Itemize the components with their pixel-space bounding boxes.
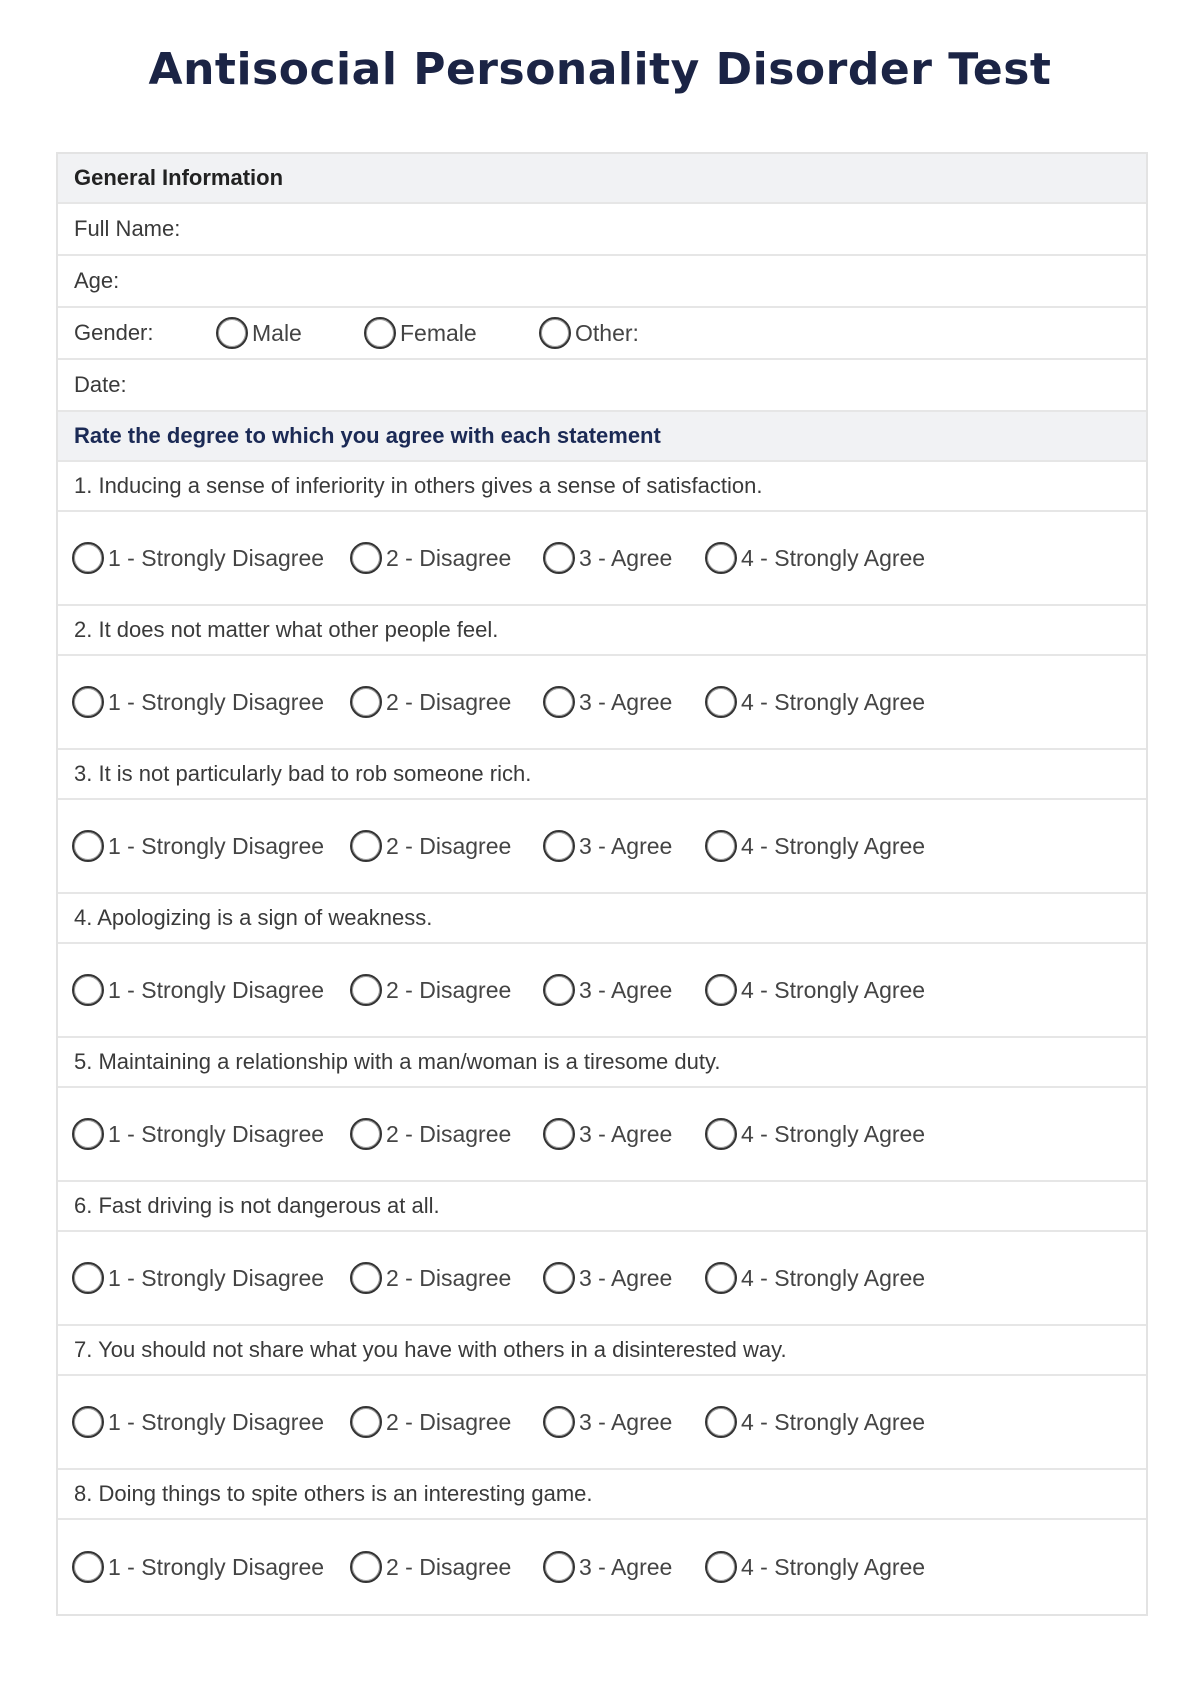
answer-option-1[interactable]	[72, 974, 350, 1006]
answer-option-3[interactable]	[543, 830, 705, 862]
answer-option-4[interactable]	[705, 1406, 925, 1438]
radio-icon[interactable]	[705, 1118, 737, 1150]
answer-option-label: 2 - Disagree	[386, 1553, 512, 1580]
answer-option-label: 1 - Strongly Disagree	[108, 832, 325, 859]
answer-options	[58, 944, 1146, 1038]
answer-option-label: 4 - Strongly Agree	[741, 1408, 926, 1435]
question-statement: 2. It does not matter what other people feel.	[58, 606, 1146, 656]
answer-option-label: 3 - Agree	[579, 544, 673, 571]
answer-option-label: 3 - Agree	[579, 976, 673, 1003]
radio-icon[interactable]	[705, 1551, 737, 1583]
answer-option-4[interactable]	[705, 686, 925, 718]
answer-option-label: 2 - Disagree	[386, 832, 512, 859]
answer-option-label: 1 - Strongly Disagree	[108, 1264, 325, 1291]
answer-option-4[interactable]	[705, 830, 925, 862]
question-statement: 3. It is not particularly bad to rob someone rich.	[58, 750, 1146, 800]
answer-option-label: 4 - Strongly Agree	[741, 1120, 926, 1147]
answer-option-label: 4 - Strongly Agree	[741, 688, 926, 715]
answer-option-3[interactable]	[543, 542, 705, 574]
gender-label: Gender:	[74, 320, 154, 345]
answer-option-label: 3 - Agree	[579, 1120, 673, 1147]
radio-icon[interactable]	[72, 974, 104, 1006]
answer-option-1[interactable]	[72, 542, 350, 574]
date-label: Date:	[74, 372, 127, 397]
answer-option-label: 3 - Agree	[579, 688, 673, 715]
radio-icon[interactable]	[705, 1406, 737, 1438]
answer-option-1[interactable]	[72, 686, 350, 718]
answer-option-3[interactable]	[543, 1262, 705, 1294]
radio-icon[interactable]	[72, 830, 104, 862]
answer-option-label: 3 - Agree	[579, 1553, 673, 1580]
radio-icon[interactable]	[72, 1551, 104, 1583]
answer-option-label: 4 - Strongly Agree	[741, 1553, 926, 1580]
radio-icon[interactable]	[350, 830, 382, 862]
answer-option-1[interactable]	[72, 1406, 350, 1438]
age-field[interactable]	[58, 256, 1146, 308]
answer-option-1[interactable]	[72, 1262, 350, 1294]
answer-options	[58, 512, 1146, 606]
age-label: Age:	[74, 268, 120, 293]
answer-option-label: 1 - Strongly Disagree	[108, 976, 325, 1003]
answer-option-3[interactable]	[543, 1551, 705, 1583]
answer-options	[58, 1088, 1146, 1182]
answer-option-label: 2 - Disagree	[386, 976, 512, 1003]
radio-icon[interactable]	[350, 686, 382, 718]
radio-icon[interactable]	[543, 542, 575, 574]
radio-icon[interactable]	[350, 1551, 382, 1583]
radio-icon[interactable]	[350, 1118, 382, 1150]
answer-option-1[interactable]	[72, 830, 350, 862]
answer-option-3[interactable]	[543, 974, 705, 1006]
rating-heading: Rate the degree to which you agree with each statement	[58, 412, 1146, 462]
gender-option-female[interactable]: Female	[364, 317, 539, 349]
answer-option-2[interactable]	[350, 830, 543, 862]
radio-icon[interactable]	[350, 974, 382, 1006]
gender-option-other[interactable]: Other:	[539, 317, 639, 349]
answer-option-label: 2 - Disagree	[386, 1408, 512, 1435]
question-statement: 1. Inducing a sense of inferiority in others gives a sense of satisfaction.	[58, 462, 1146, 512]
answer-option-2[interactable]	[350, 974, 543, 1006]
question-statement: 6. Fast driving is not dangerous at all.	[58, 1182, 1146, 1232]
answer-option-label: 4 - Strongly Agree	[741, 544, 926, 571]
radio-icon[interactable]	[72, 1406, 104, 1438]
radio-icon[interactable]	[705, 686, 737, 718]
answer-option-2[interactable]	[350, 542, 543, 574]
question-statement: 8. Doing things to spite others is an interesting game.	[58, 1470, 1146, 1520]
answer-options	[58, 1376, 1146, 1470]
answer-option-2[interactable]	[350, 686, 543, 718]
answer-option-4[interactable]	[705, 974, 925, 1006]
radio-icon[interactable]	[539, 317, 571, 349]
answer-option-2[interactable]	[350, 1551, 543, 1583]
answer-option-label: 2 - Disagree	[386, 1264, 512, 1291]
answer-option-2[interactable]	[350, 1406, 543, 1438]
answer-option-label: 1 - Strongly Disagree	[108, 544, 325, 571]
answer-option-label: 3 - Agree	[579, 1408, 673, 1435]
answer-options	[58, 800, 1146, 894]
answer-option-3[interactable]	[543, 686, 705, 718]
question-statement: 5. Maintaining a relationship with a man/woman is a tiresome duty.	[58, 1038, 1146, 1088]
radio-icon[interactable]	[543, 1406, 575, 1438]
radio-icon[interactable]	[543, 1262, 575, 1294]
gender-option-male[interactable]: Male	[216, 317, 364, 349]
radio-icon[interactable]	[705, 542, 737, 574]
answer-options	[58, 1520, 1146, 1614]
answer-option-2[interactable]	[350, 1118, 543, 1150]
full-name-field[interactable]	[58, 204, 1146, 256]
answer-option-label: 2 - Disagree	[386, 544, 512, 571]
radio-icon[interactable]	[705, 974, 737, 1006]
radio-icon[interactable]	[543, 1551, 575, 1583]
radio-icon[interactable]	[216, 317, 248, 349]
answer-option-label: 1 - Strongly Disagree	[108, 1408, 325, 1435]
answer-options	[58, 656, 1146, 750]
answer-option-label: 4 - Strongly Agree	[741, 976, 926, 1003]
answer-option-label: 2 - Disagree	[386, 688, 512, 715]
answer-option-4[interactable]	[705, 1118, 925, 1150]
answer-option-label: 2 - Disagree	[386, 1120, 512, 1147]
answer-option-label: 4 - Strongly Agree	[741, 1264, 926, 1291]
radio-icon[interactable]	[364, 317, 396, 349]
answer-option-label: 3 - Agree	[579, 1264, 673, 1291]
general-info-heading: General Information	[58, 154, 1146, 204]
answer-option-4[interactable]	[705, 542, 925, 574]
radio-icon[interactable]	[705, 1262, 737, 1294]
radio-icon[interactable]	[543, 686, 575, 718]
answer-option-2[interactable]	[350, 1262, 543, 1294]
question-list	[58, 462, 1146, 1614]
radio-icon[interactable]	[72, 542, 104, 574]
question-statement: 7. You should not share what you have with others in a disinterested way.	[58, 1326, 1146, 1376]
answer-option-4[interactable]	[705, 1262, 925, 1294]
page-title: Antisocial Personality Disorder Test	[148, 44, 1052, 95]
radio-icon[interactable]	[543, 830, 575, 862]
gender-row	[58, 308, 1146, 360]
radio-icon[interactable]	[72, 1118, 104, 1150]
answer-option-label: 1 - Strongly Disagree	[108, 1553, 325, 1580]
answer-option-4[interactable]	[705, 1551, 925, 1583]
radio-icon[interactable]	[350, 1406, 382, 1438]
answer-option-3[interactable]	[543, 1406, 705, 1438]
radio-icon[interactable]	[350, 542, 382, 574]
answer-option-1[interactable]	[72, 1118, 350, 1150]
radio-icon[interactable]	[72, 686, 104, 718]
question-statement: 4. Apologizing is a sign of weakness.	[58, 894, 1146, 944]
answer-option-1[interactable]	[72, 1551, 350, 1583]
answer-option-3[interactable]	[543, 1118, 705, 1150]
answer-option-label: 3 - Agree	[579, 832, 673, 859]
radio-icon[interactable]	[72, 1262, 104, 1294]
radio-icon[interactable]	[705, 830, 737, 862]
radio-icon[interactable]	[543, 974, 575, 1006]
radio-icon[interactable]	[543, 1118, 575, 1150]
answer-options	[58, 1232, 1146, 1326]
radio-icon[interactable]	[350, 1262, 382, 1294]
answer-option-label: 4 - Strongly Agree	[741, 832, 926, 859]
answer-option-label: 1 - Strongly Disagree	[108, 1120, 325, 1147]
full-name-label: Full Name:	[74, 216, 181, 241]
test-form	[56, 152, 1148, 1616]
answer-option-label: 1 - Strongly Disagree	[108, 688, 325, 715]
date-field[interactable]	[58, 360, 1146, 412]
